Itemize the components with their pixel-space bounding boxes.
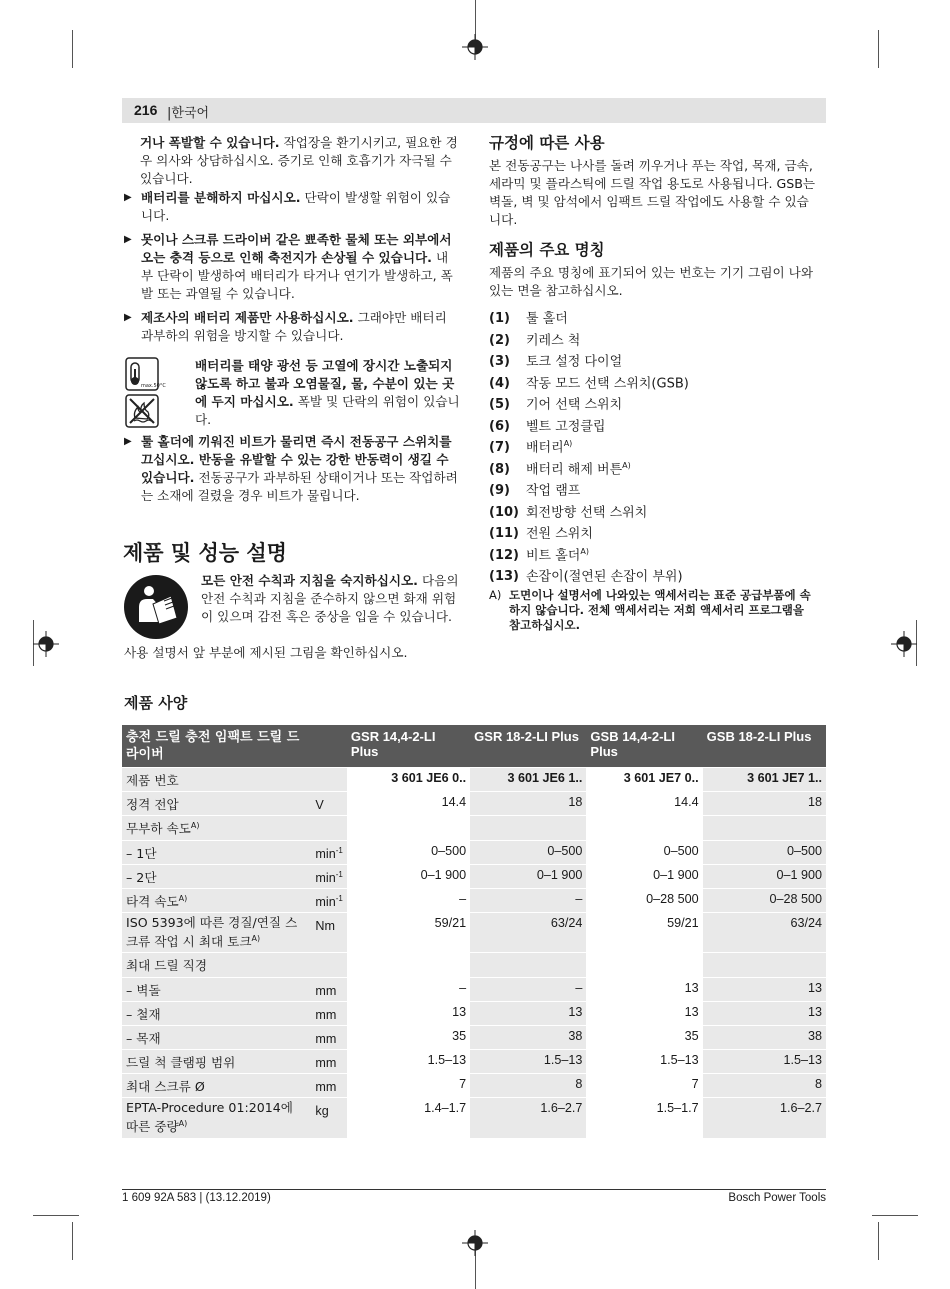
table-row xyxy=(122,1050,826,1074)
table-cell: – xyxy=(347,888,470,912)
row-unit xyxy=(305,953,347,977)
table-cell: 1.5–13 xyxy=(703,1050,826,1074)
row-unit: mm xyxy=(305,1001,347,1025)
registration-mark-icon xyxy=(462,1230,488,1256)
row-unit: Nm xyxy=(305,913,347,953)
bullet-item: ▶ 툴 홀더에 끼워진 비트가 물리면 즉시 전동공구 스위치를 끄십시오. 반동을 유발할 수 있는 강한 반동력이 생길 수 있습니다. 전동공구가 과부하된 상태이거나 또는 작업하려는 소재에 걸렸을 경우 비트가 물립니다. xyxy=(124,434,458,503)
use-title: 규정에 따른 사용 xyxy=(489,134,605,152)
table-cell: 59/21 xyxy=(586,913,702,953)
table-cell: 13 xyxy=(703,1001,826,1025)
table-cell: 3 601 JE6 1.. xyxy=(470,768,586,792)
registration-mark-icon xyxy=(33,631,59,657)
table-cell xyxy=(586,816,702,840)
table-cell: 0–500 xyxy=(703,840,826,864)
table-cell: 13 xyxy=(347,1001,470,1025)
table-row xyxy=(122,864,826,888)
row-unit xyxy=(305,816,347,840)
table-cell: 0–1 900 xyxy=(347,864,470,888)
table-cell: 13 xyxy=(586,977,702,1001)
table-cell: 13 xyxy=(470,1001,586,1025)
use-text: 본 전동공구는 나사를 돌려 끼우거나 푸는 작업, 목재, 금속, 세라믹 및 플라스틱에 드릴 작업 용도로 사용됩니다. GSB는 벽돌, 벽 및 암석에서 임팩트 드릴 작업에도 사용할 수 있습니다. xyxy=(489,158,816,227)
left-column xyxy=(140,134,460,190)
crop-mark xyxy=(878,30,879,68)
parts-list-item: (4) 작동 모드 선택 스위치(GSB) xyxy=(489,375,689,391)
row-label: 무부하 속도$^{A)}$ xyxy=(122,816,305,840)
page-number: 216 xyxy=(134,102,158,118)
parts-list-item: (13) 손잡이(절연된 손잡이 부위) xyxy=(489,569,683,585)
footer-rule xyxy=(122,1189,826,1190)
row-label: ISO 5393에 따른 경질/연질 스크류 작업 시 최대 토크$^{A)}$ xyxy=(122,913,305,953)
table-cell: – xyxy=(347,977,470,1001)
footer-brand: Bosch Power Tools xyxy=(728,1192,826,1204)
table-cell xyxy=(347,953,470,977)
table-cell: 35 xyxy=(347,1025,470,1049)
bullet-item: ▶ 못이나 스크류 드라이버 같은 뾰족한 물체 또는 외부에서 오는 충격 등으로 인해 축전지가 손상될 수 있습니다. 내부 단락이 발생하여 배터리가 타거나 연기가 발생하고, 폭발 또는 과열될 수 있습니다. xyxy=(124,232,453,301)
table-cell xyxy=(470,816,586,840)
triangle-bullet-icon: ▶ xyxy=(124,436,132,447)
parts-list-item: (6) 벨트 고정클립 xyxy=(489,418,606,434)
parts-list-item: (9) 작업 램프 xyxy=(489,483,581,499)
parts-list-item: (11) 전원 스위치 xyxy=(489,526,593,542)
row-unit: mm xyxy=(305,977,347,1001)
row-label: 정격 전압 xyxy=(122,792,305,816)
table-header-unit xyxy=(305,725,347,768)
parts-list-item: (5) 기어 선택 스위치 xyxy=(489,397,623,413)
parts-list-item: (12) 비트 홀더$^{A)}$ xyxy=(489,546,589,563)
row-label: EPTA-Procedure 01:2014에 따른 중량$^{A)}$ xyxy=(122,1098,305,1138)
table-cell: 1.6–2.7 xyxy=(703,1098,826,1138)
table-cell: 8 xyxy=(703,1074,826,1098)
table-header-row xyxy=(122,725,826,768)
table-cell: 14.4 xyxy=(586,792,702,816)
table-cell xyxy=(347,816,470,840)
crop-mark xyxy=(72,1222,73,1260)
page-header xyxy=(122,98,826,123)
table-cell: 38 xyxy=(470,1025,586,1049)
table-cell: – xyxy=(470,977,586,1001)
row-label: 최대 스크류 Ø xyxy=(122,1074,305,1098)
table-cell: 63/24 xyxy=(470,913,586,953)
table-row xyxy=(122,840,826,864)
section-title: 제품 및 성능 설명 xyxy=(123,541,287,565)
table-cell: 0–500 xyxy=(347,840,470,864)
table-header-label: 충전 드릴 충전 임팩트 드릴 드라이버 xyxy=(122,725,305,768)
table-header-model: GSB 14,4-2-LI Plus xyxy=(586,725,702,768)
table-cell: 59/21 xyxy=(347,913,470,953)
table-cell: 0–1 900 xyxy=(586,864,702,888)
table-cell: 3 601 JE7 0.. xyxy=(586,768,702,792)
table-cell: 18 xyxy=(703,792,826,816)
row-unit: kg xyxy=(305,1098,347,1138)
table-cell: 3 601 JE6 0.. xyxy=(347,768,470,792)
table-header-model: GSR 18-2-LI Plus xyxy=(470,725,586,768)
table-row xyxy=(122,953,826,977)
table-cell: 1.5–1.7 xyxy=(586,1098,702,1138)
table-cell: 14.4 xyxy=(347,792,470,816)
bullet-list xyxy=(124,433,460,507)
table-row xyxy=(122,816,826,840)
parts-list-item: (2) 키레스 척 xyxy=(489,332,581,348)
footer-doc-id: 1 609 92A 583 | (13.12.2019) xyxy=(122,1192,271,1204)
table-row xyxy=(122,1025,826,1049)
table-cell: 3 601 JE7 1.. xyxy=(703,768,826,792)
table-header-model: GSR 14,4-2-LI Plus xyxy=(347,725,470,768)
table-cell: 1.5–13 xyxy=(470,1050,586,1074)
table-cell: 63/24 xyxy=(703,913,826,953)
parts-list-item: (3) 토크 설정 다이얼 xyxy=(489,354,623,370)
parts-text: 제품의 주요 명칭에 표기되어 있는 번호는 기기 그림이 나와있는 면을 참고하십시오. xyxy=(489,265,813,298)
row-label: – 철재 xyxy=(122,1001,305,1025)
table-cell: 1.5–13 xyxy=(347,1050,470,1074)
crop-mark xyxy=(872,1215,918,1216)
bullet-item: ▶ 제조사의 배터리 제품만 사용하십시오. 그래야만 배터리 과부하의 위험을 방지할 수 있습니다. xyxy=(124,310,447,343)
table-cell: – xyxy=(470,888,586,912)
triangle-bullet-icon: ▶ xyxy=(124,192,132,203)
right-column xyxy=(489,134,819,633)
table-row xyxy=(122,768,826,792)
table-cell: 0–28 500 xyxy=(703,888,826,912)
paragraph: 거나 폭발할 수 있습니다. 작업장을 환기시키고, 필요한 경우 의사와 상담하십시오. 증기로 인해 호흡기가 자극될 수 있습니다. xyxy=(140,135,458,186)
no-fire-water-icon xyxy=(125,394,159,428)
table-row xyxy=(122,913,826,953)
max-temp-label: max.50°C xyxy=(141,383,166,389)
parts-list-item: (1) 툴 홀더 xyxy=(489,311,568,327)
table-cell: 1.5–13 xyxy=(586,1050,702,1074)
table-cell: 38 xyxy=(703,1025,826,1049)
table-cell: 1.4–1.7 xyxy=(347,1098,470,1138)
read-manual-icon xyxy=(123,574,189,640)
row-unit: mm xyxy=(305,1025,347,1049)
table-cell xyxy=(470,953,586,977)
table-cell: 1.6–2.7 xyxy=(470,1098,586,1138)
parts-list-item: (10) 회전방향 선택 스위치 xyxy=(489,504,648,520)
read-manual-text: 모든 안전 수칙과 지침을 숙지하십시오. 다음의 안전 수칙과 지침을 준수하지 않으면 화재 위험이 있으며 감전 혹은 중상을 입을 수 있습니다. xyxy=(201,573,459,624)
crop-mark xyxy=(878,1222,879,1260)
row-unit: mm xyxy=(305,1074,347,1098)
row-label: – 벽돌 xyxy=(122,977,305,1001)
crop-mark xyxy=(33,1215,79,1216)
row-unit: $\min^{-1}$ xyxy=(305,888,347,912)
table-cell: 35 xyxy=(586,1025,702,1049)
row-label: – 1단 xyxy=(122,840,305,864)
table-cell: 8 xyxy=(470,1074,586,1098)
table-cell xyxy=(586,953,702,977)
registration-mark-icon xyxy=(462,34,488,60)
row-label: 최대 드릴 직경 xyxy=(122,953,305,977)
row-unit xyxy=(305,768,347,792)
spec-table xyxy=(122,724,826,1139)
parts-title: 제품의 주요 명칭 xyxy=(489,241,605,259)
parts-list xyxy=(489,306,819,586)
row-label: 타격 속도$^{A)}$ xyxy=(122,888,305,912)
accessory-note: A) 도면이나 설명서에 나와있는 액세서리는 표준 공급부품에 속하지 않습니다. 전체 액세서리는 저희 액세서리 프로그램을 참고하십시오. xyxy=(489,587,811,632)
crop-mark xyxy=(72,30,73,68)
table-cell: 18 xyxy=(470,792,586,816)
table-cell: 7 xyxy=(347,1074,470,1098)
table-cell: 0–1 900 xyxy=(703,864,826,888)
table-cell xyxy=(703,953,826,977)
triangle-bullet-icon: ▶ xyxy=(124,312,132,323)
row-label: 제품 번호 xyxy=(122,768,305,792)
row-label: – 목재 xyxy=(122,1025,305,1049)
table-cell: 0–500 xyxy=(586,840,702,864)
bullet-item: ▶ 배터리를 분해하지 마십시오. 단락이 발생할 위험이 있습니다. xyxy=(124,190,451,223)
language-label: |한국어 xyxy=(167,106,210,121)
row-unit: $\min^{-1}$ xyxy=(305,840,347,864)
row-unit: V xyxy=(305,792,347,816)
table-cell: 0–28 500 xyxy=(586,888,702,912)
figure-reference-text: 사용 설명서 앞 부분에 제시된 그림을 확인하십시오. xyxy=(124,645,408,660)
spec-heading: 제품 사양 xyxy=(124,694,188,712)
table-cell: 13 xyxy=(586,1001,702,1025)
parts-list-item: (8) 배터리 해제 버튼$^{A)}$ xyxy=(489,460,631,477)
row-label: 드릴 척 클램핑 범위 xyxy=(122,1050,305,1074)
row-label: – 2단 xyxy=(122,864,305,888)
table-row xyxy=(122,888,826,912)
parts-list-item: (7) 배터리$^{A)}$ xyxy=(489,439,573,456)
triangle-bullet-icon: ▶ xyxy=(124,234,132,245)
table-row xyxy=(122,792,826,816)
row-unit: mm xyxy=(305,1050,347,1074)
table-cell: 0–1 900 xyxy=(470,864,586,888)
registration-mark-icon xyxy=(891,631,917,657)
table-header-model: GSB 18-2-LI Plus xyxy=(703,725,826,768)
table-row xyxy=(122,977,826,1001)
table-cell: 13 xyxy=(703,977,826,1001)
heat-warning-text: 배터리를 태양 광선 등 고열에 장시간 노출되지 않도록 하고 불과 오염물질, 물, 수분이 있는 곳에 두지 마십시오. 폭발 및 단락의 위험이 있습니다. xyxy=(195,358,460,427)
table-cell: 7 xyxy=(586,1074,702,1098)
row-unit: $\min^{-1}$ xyxy=(305,864,347,888)
bullet-list xyxy=(124,189,460,347)
heat-warning-icon xyxy=(125,357,166,391)
table-row xyxy=(122,1074,826,1098)
table-cell: 0–500 xyxy=(470,840,586,864)
table-row xyxy=(122,1098,826,1138)
table-cell xyxy=(703,816,826,840)
table-row xyxy=(122,1001,826,1025)
